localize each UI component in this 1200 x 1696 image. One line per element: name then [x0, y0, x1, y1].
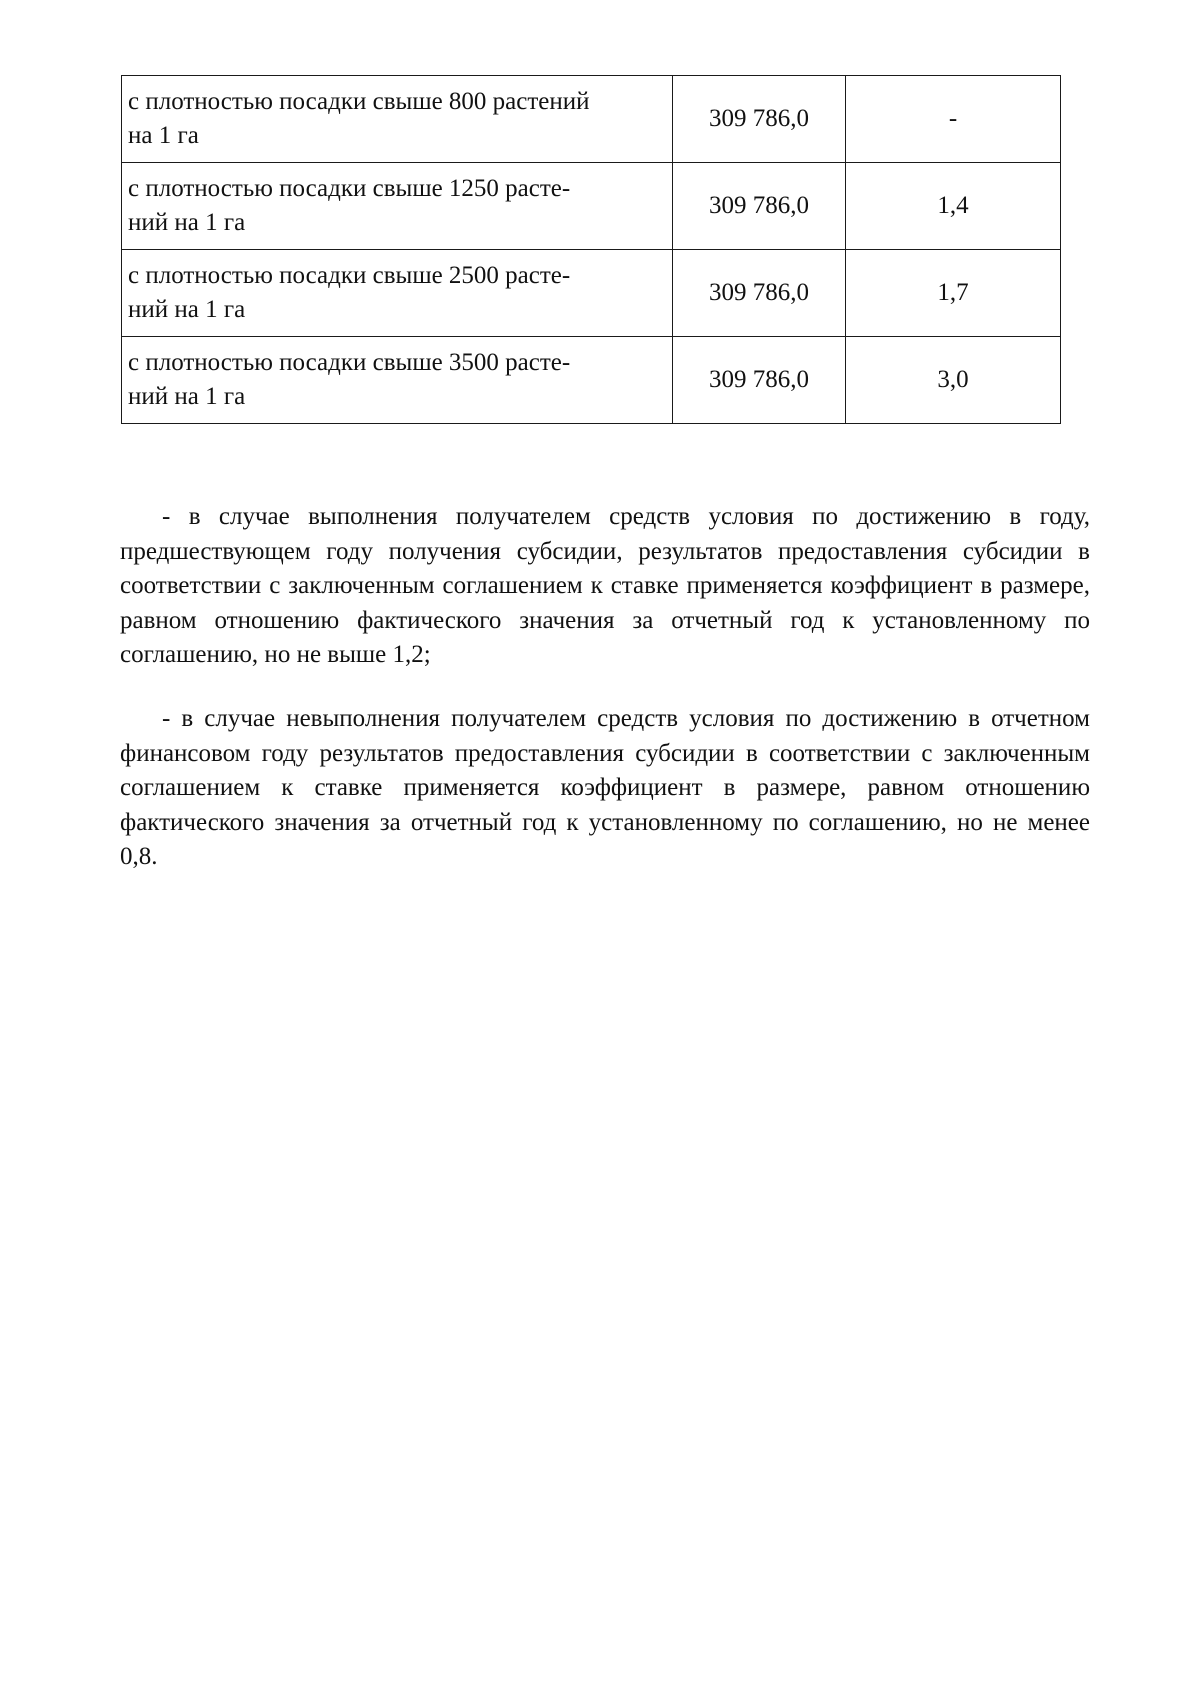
- description-line: с плотностью посадки свыше 3500 расте-: [128, 349, 571, 376]
- density-description-cell: [122, 163, 673, 250]
- coefficient-cell: 1,7: [846, 250, 1061, 337]
- description-line: ний на 1 га: [128, 209, 246, 236]
- description-line: ний на 1 га: [128, 296, 246, 323]
- table-row: [122, 163, 1061, 250]
- rate-value-cell: 309 786,0: [673, 250, 846, 337]
- description-line: ний на 1 га: [128, 383, 246, 410]
- description-line: с плотностью посадки свыше 2500 расте-: [128, 262, 571, 289]
- table-row: [122, 250, 1061, 337]
- density-description-cell: [122, 76, 673, 163]
- description-line: с плотностью посадки свыше 1250 расте-: [128, 175, 571, 202]
- rate-value-cell: 309 786,0: [673, 337, 846, 424]
- table-row: [122, 76, 1061, 163]
- paragraph-nonfulfillment-condition: - в случае невыполнения получателем средств условия по достижению в отчетном финансовом году результатов предоставления субсидии в соответствии с заключенным соглашением к ставке применяется коэффициент в размере, равном отношению фактического значения за отчетный год к установленному по соглашению, но не менее 0,8.: [120, 705, 1090, 870]
- coefficient-cell: -: [846, 76, 1061, 163]
- density-description-cell: [122, 337, 673, 424]
- paragraph-fulfillment-condition: - в случае выполнения получателем средств условия по достижению в году, предшествующем году получения субсидии, результатов предоставления субсидии в соответствии с заключенным соглашением к ставке применяется коэффициент в размере, равном отношению фактического значения за отчетный год к установленному по соглашению, но не выше 1,2;: [120, 503, 1090, 668]
- description-line: на 1 га: [128, 122, 199, 149]
- rate-value-cell: 309 786,0: [673, 163, 846, 250]
- coefficient-cell: 1,4: [846, 163, 1061, 250]
- coefficient-cell: 3,0: [846, 337, 1061, 424]
- rates-table: [121, 75, 1061, 424]
- density-description-cell: [122, 250, 673, 337]
- table-row: [122, 337, 1061, 424]
- rate-value-cell: 309 786,0: [673, 76, 846, 163]
- description-line: с плотностью посадки свыше 800 растений: [128, 88, 590, 115]
